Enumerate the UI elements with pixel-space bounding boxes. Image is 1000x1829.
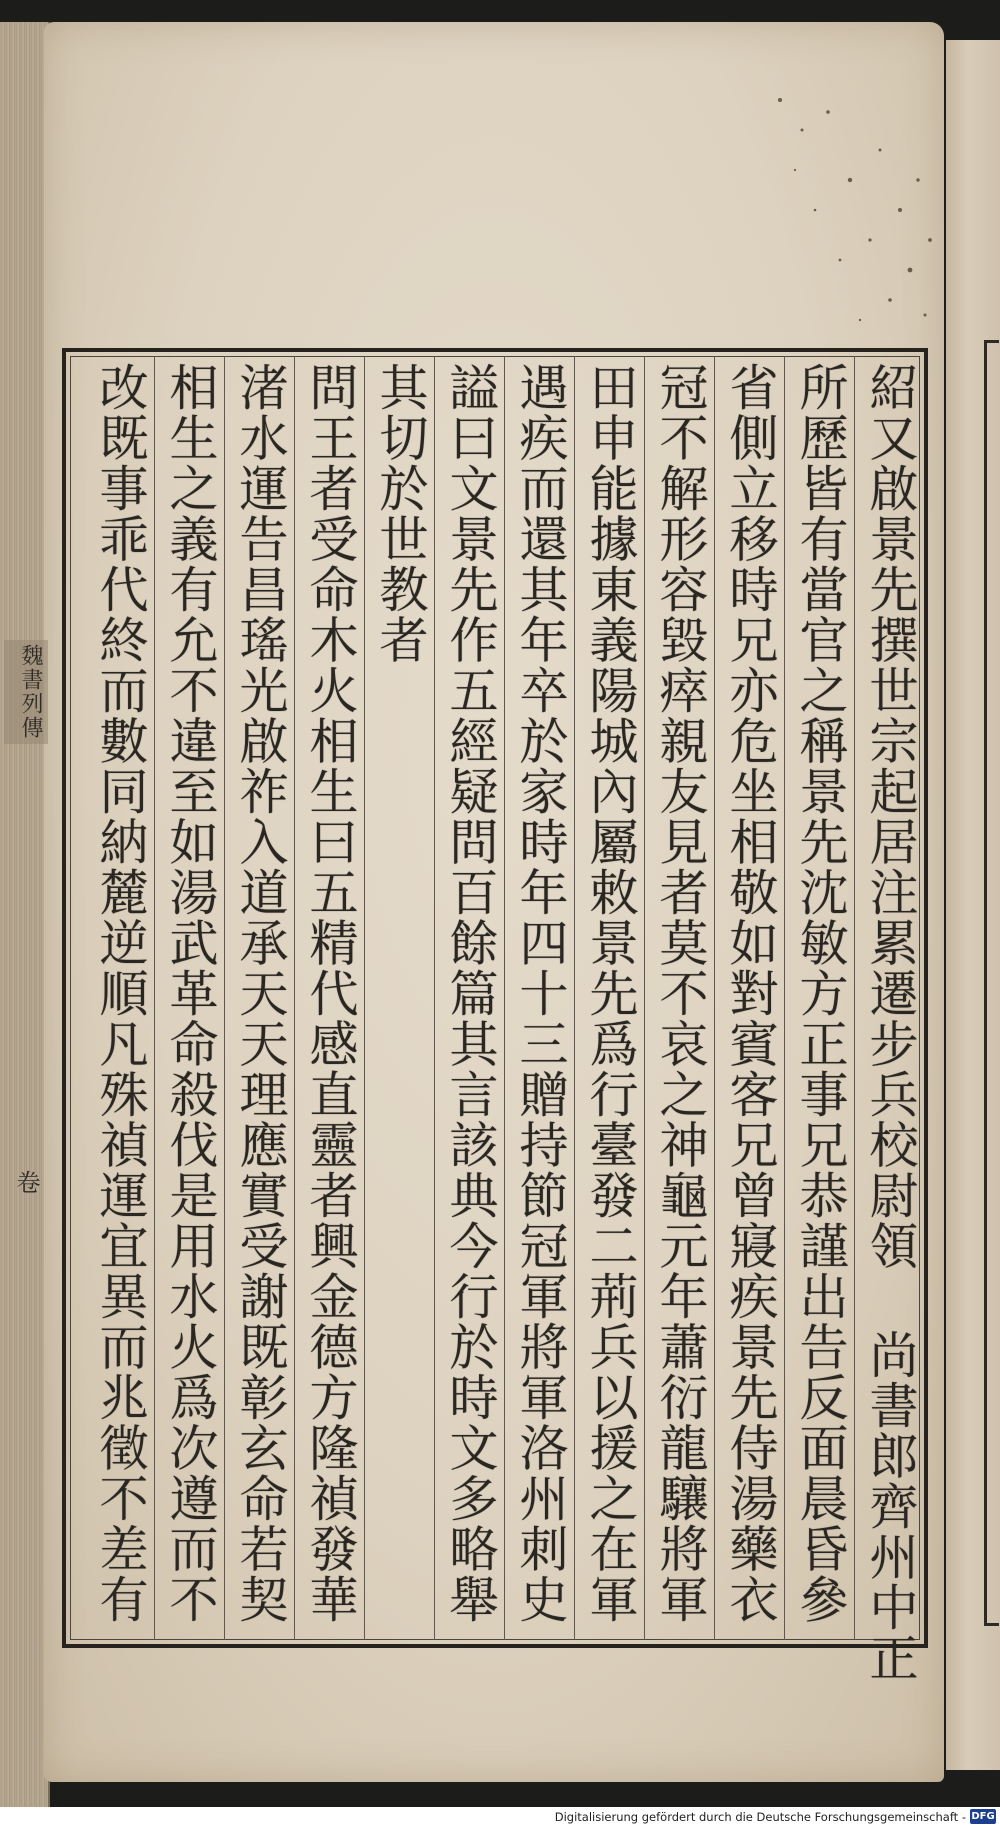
column-rule xyxy=(644,356,645,1640)
column-rule xyxy=(364,356,365,1640)
book-page-edges xyxy=(0,22,50,1807)
column-rule xyxy=(434,356,435,1640)
column-rule xyxy=(154,356,155,1640)
text-column-7: 謚曰文景先作五經疑問百餘篇其言該典今行於時文多略舉 xyxy=(442,362,499,1625)
text-column-11: 相生之義有允不違至如湯武革命殺伐是用水火爲次遵而不 xyxy=(162,362,219,1625)
text-column-4: 冠不解形容毀瘁親友見者莫不哀之神龜元年蕭衍龍驤將軍 xyxy=(652,362,709,1625)
facing-page-frame xyxy=(984,340,999,1626)
text-column-6: 遇疾而還其年卒於家時年四十三贈持節冠軍將軍洛州刺史 xyxy=(512,362,569,1625)
footer-credit: Digitalisierung gefördert durch die Deutsche Forschungsgemeinschaft - xyxy=(554,1810,966,1824)
paper-stains xyxy=(740,60,940,340)
text-column-5: 田申能據東義陽城內屬敕景先爲行臺發二荊兵以援之在軍 xyxy=(582,362,639,1625)
column-rule xyxy=(294,356,295,1640)
column-rule xyxy=(854,356,855,1640)
column-rule xyxy=(784,356,785,1640)
text-column-9: 問王者受命木火相生曰五精代感直靈者興金德方隆禎發華 xyxy=(302,362,359,1625)
column-rule xyxy=(714,356,715,1640)
text-column-3: 省側立移時兄亦危坐相敬如對賓客兄曾寢疾景先侍湯藥衣 xyxy=(722,362,779,1625)
dfg-logo: DFG xyxy=(971,1811,995,1822)
text-column-2: 所歷皆有當官之稱景先沈敏方正事兄恭謹出告反面晨昏參 xyxy=(792,362,849,1625)
text-column-12: 改既事乖代終而數同納麓逆順凡殊禎運宜異而兆徵不差有 xyxy=(92,362,149,1625)
column-rule xyxy=(224,356,225,1640)
text-column-10: 渚水運告昌瑤光啟祚入道承天天理應實受謝既彰玄命若契 xyxy=(232,362,289,1625)
gutter-juan-mark: 卷 xyxy=(12,1170,40,1194)
column-rule xyxy=(574,356,575,1640)
text-column-8: 其切於世教者 xyxy=(372,362,429,665)
column-rule xyxy=(504,356,505,1640)
gutter-title: 魏書列傳 xyxy=(4,640,48,744)
text-column-1: 紹又啟景先撰世宗起居注累遷步兵校尉領 尚書郎齊州中正 xyxy=(862,362,919,1683)
